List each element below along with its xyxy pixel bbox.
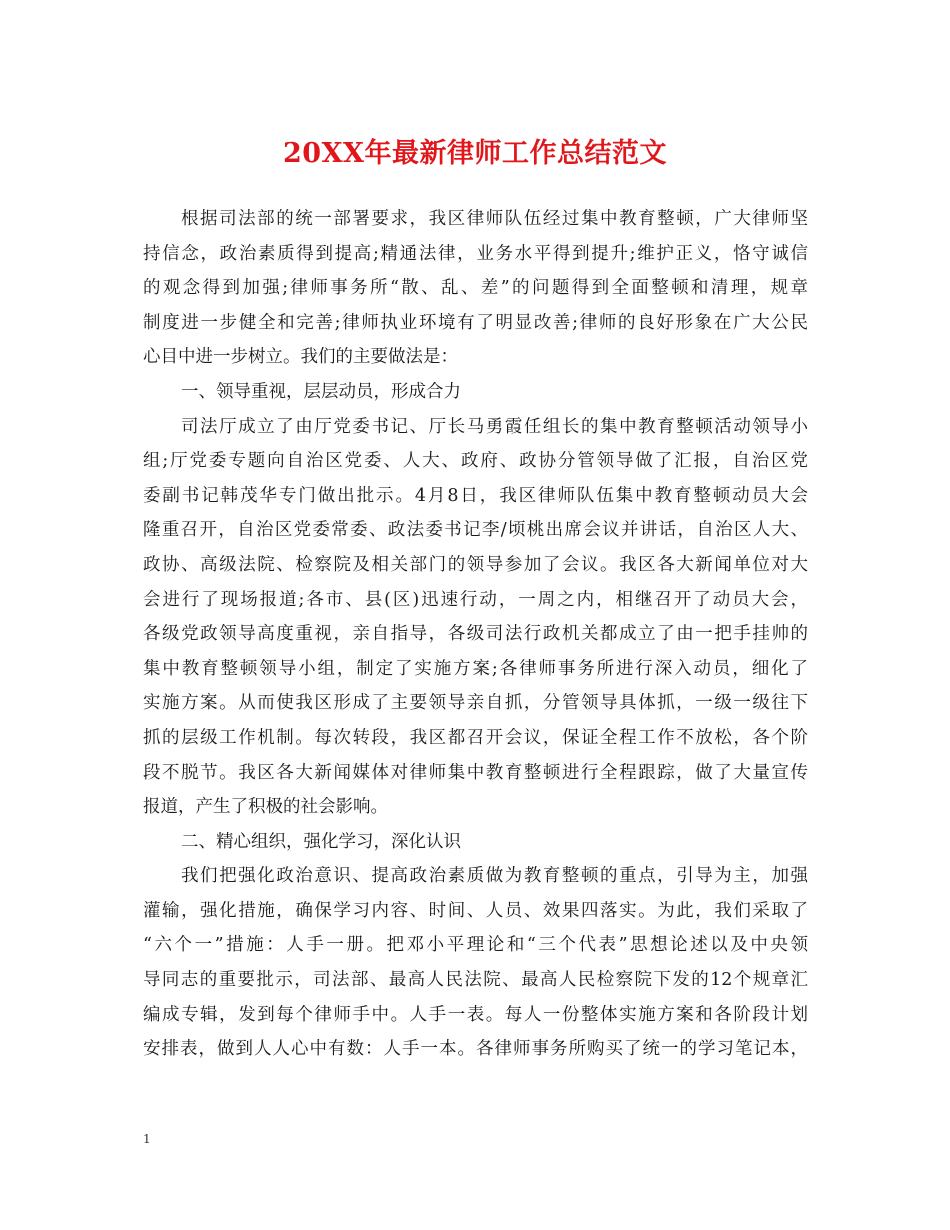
text-line: 安排表，做到人人心中有数：人手一本。各律师事务所购买了统一的学习笔记本， xyxy=(143,1039,808,1060)
text-line: 段不脱节。我区各大新闻媒体对律师集中教育整顿进行全程跟踪，做了大量宣传 xyxy=(143,762,808,783)
text-line: 会进行了现场报道;各市、县(区)迅速行动，一周之内，相继召开了动员大会， xyxy=(143,589,808,610)
text-line: 灌输，强化措施，确保学习内容、时间、人员、效果四落实。为此，我们采取了 xyxy=(143,900,808,921)
text-line: 隆重召开，自治区党委常委、政法委书记李/顷桃出席会议并讲话，自治区人大、 xyxy=(143,520,808,541)
text-line: 报道，产生了积极的社会影响。 xyxy=(143,797,388,818)
text-line: 根据司法部的统一部署要求，我区律师队伍经过集中教育整顿，广大律师坚 xyxy=(181,209,808,229)
text-line: 司法厅成立了由厅党委书记、厅长马勇霞任组长的集中教育整顿活动领导小 xyxy=(181,416,808,437)
text-line: 持信念，政治素质得到提高;精通法律，业务水平得到提升;维护正义，恪守诚信 xyxy=(143,243,808,264)
text-line: 一、领导重视，层层动员，形成合力 xyxy=(181,381,461,402)
text-line: “六个一”措施：人手一册。把邓小平理论和“三个代表”思想论述以及中央领 xyxy=(143,935,808,956)
document-title: 20XX年最新律师工作总结范文 xyxy=(283,138,667,169)
text-line: 实施方案。从而使我区形成了主要领导亲自抓，分管领导具体抓，一级一级往下 xyxy=(143,693,808,714)
text-line: 编成专辑，发到每个律师手中。人手一表。每人一份整体实施方案和各阶段计划 xyxy=(143,1004,808,1025)
text-line: 的观念得到加强;律师事务所“散、乱、差”的问题得到全面整顿和清理，规章 xyxy=(143,278,808,299)
text-line: 组;厅党委专题向自治区党委、人大、政府、政协分管领导做了汇报，自治区党 xyxy=(143,451,808,472)
text-line: 心目中进一步树立。我们的主要做法是： xyxy=(143,347,458,368)
text-line: 政协、高级法院、检察院及相关部门的领导参加了会议。我区各大新闻单位对大 xyxy=(143,554,808,575)
text-line: 各级党政领导高度重视，亲自指导，各级司法行政机关都成立了由一把手挂帅的 xyxy=(143,624,808,645)
document-body xyxy=(143,202,808,1067)
text-line: 制度进一步健全和完善;律师执业环境有了明显改善;律师的良好形象在广大公民 xyxy=(143,312,808,333)
text-line: 抓的层级工作机制。每次转段，我区都召开会议，保证全程工作不放松，各个阶 xyxy=(143,727,808,748)
text-line: 委副书记韩茂华专门做出批示。4月8日，我区律师队伍集中教育整顿动员大会 xyxy=(143,485,808,506)
page-number: 1 xyxy=(143,1132,151,1146)
text-line: 导同志的重要批示，司法部、最高人民法院、最高人民检察院下发的12个规章汇 xyxy=(143,970,808,991)
text-line: 集中教育整顿领导小组，制定了实施方案;各律师事务所进行深入动员，细化了 xyxy=(143,658,808,679)
text-line: 我们把强化政治意识、提高政治素质做为教育整顿的重点，引导为主，加强 xyxy=(181,866,808,887)
text-line: 二、精心组织，强化学习，深化认识 xyxy=(181,831,461,852)
